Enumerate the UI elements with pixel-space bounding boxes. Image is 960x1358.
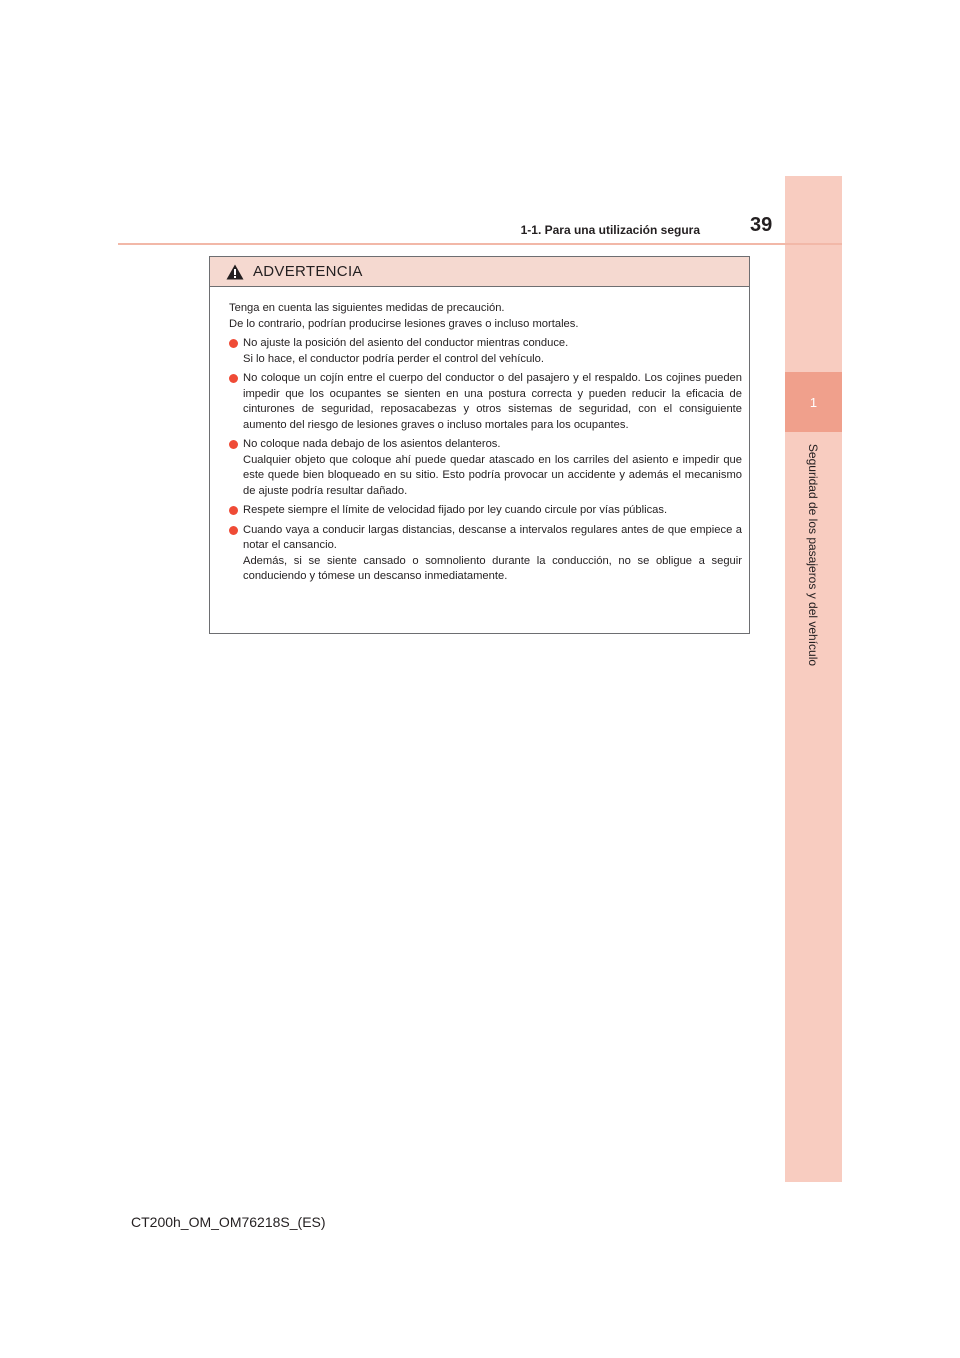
bullet-line: Además, si se siente cansado o somnoliento durante la conducción, no se obligue a seguir conduciendo y tómese un descanso inmediatamente. <box>243 554 742 582</box>
bullet-dot-icon <box>229 339 238 348</box>
warning-box <box>209 256 750 634</box>
warning-bullet <box>229 523 742 585</box>
warning-body <box>210 287 749 585</box>
bullet-line: No ajuste la posición del asiento del conductor mientras conduce. <box>243 337 569 349</box>
warning-header <box>210 257 749 287</box>
bullet-line: Respete siempre el límite de velocidad fijado por ley cuando circule por vías públicas. <box>243 504 668 516</box>
chapter-number: 1 <box>809 394 818 410</box>
warning-title: ADVERTENCIA <box>253 263 363 280</box>
warning-bullet <box>229 336 742 367</box>
bullet-line: No coloque nada debajo de los asientos delanteros. <box>243 438 501 450</box>
page-number: 39 <box>750 214 773 236</box>
warning-bullet <box>229 371 742 433</box>
bullet-line: No coloque un cojín entre el cuerpo del conductor o del pasajero y el respaldo. Los cojines pueden impedir que los ocupantes se sienten en una postura correcta y pueden reducir la eficacia de cinturones de seguridad, reposacabezas y otros sistemas de seguridad, con el consiguiente aumento del riesgo de lesiones graves o incluso mortales para los ocupantes. <box>243 372 742 431</box>
bullet-dot-icon <box>229 526 238 535</box>
warning-bullet-list <box>229 336 742 585</box>
section-title: 1-1. Para una utilización segura <box>520 223 700 237</box>
chapter-side-tab <box>785 176 842 1182</box>
bullet-line: Cualquier objeto que coloque ahí puede quedar atascado en los carriles del asiento e impedir que este quede bien bloqueado en su sitio. Esto podría provocar un accidente y además el mecanismo de ajuste podría resultar dañado. <box>243 453 742 497</box>
warning-bullet <box>229 437 742 499</box>
bullet-line: Si lo hace, el conductor podría perder el control del vehículo. <box>243 352 544 365</box>
warning-triangle-icon <box>226 264 244 280</box>
bullet-dot-icon <box>229 374 238 383</box>
chapter-number-tab[interactable] <box>785 372 842 432</box>
header-rule <box>118 243 842 245</box>
bullet-dot-icon <box>229 440 238 449</box>
bullet-dot-icon <box>229 506 238 515</box>
chapter-label: Seguridad de los pasajeros y del vehículo <box>806 443 820 667</box>
bullet-line: Cuando vaya a conducir largas distancias, descanse a intervalos regulares antes de que empiece a notar el cansancio. <box>243 523 742 551</box>
warning-bullet <box>229 503 742 519</box>
document-code: CT200h_OM_OM76218S_(ES) <box>131 1214 326 1230</box>
intro-line: De lo contrario, podrían producirse lesiones graves o incluso mortales. <box>229 317 579 330</box>
intro-line: Tenga en cuenta las siguientes medidas de precaución. <box>229 302 505 314</box>
